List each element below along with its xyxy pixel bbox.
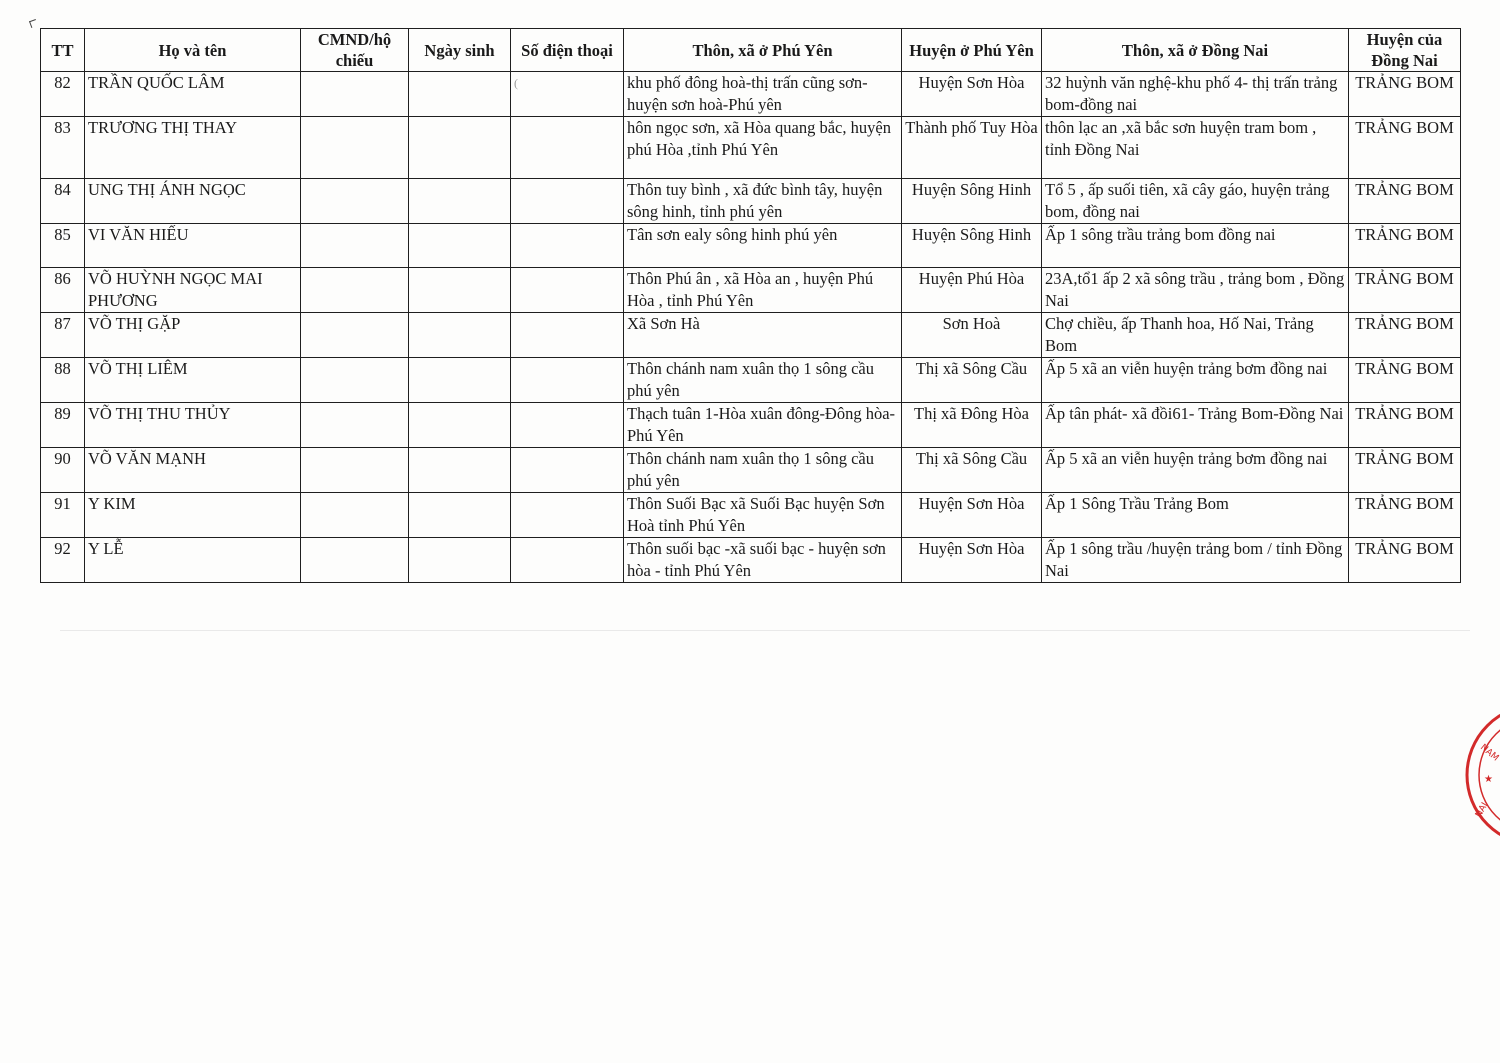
cell-py-village: Thôn Suối Bạc xã Suối Bạc huyện Sơn Hoà tỉnh Phú Yên — [624, 492, 902, 537]
table-header-row — [41, 29, 1461, 72]
cell-phone — [511, 267, 624, 312]
cell-phone — [511, 492, 624, 537]
cell-id — [301, 72, 409, 117]
page-divider — [60, 630, 1470, 631]
cell-dob — [409, 537, 511, 582]
cell-dob — [409, 267, 511, 312]
cell-tt: 89 — [41, 402, 85, 447]
svg-text:★: ★ — [1484, 774, 1493, 785]
cell-dn-village: 23A,tổ1 ấp 2 xã sông trầu , trảng bom , Đồng Nai — [1042, 267, 1349, 312]
table-row — [41, 537, 1461, 582]
cell-dn-village: Ấp 1 sông trầu trảng bom đồng nai — [1042, 224, 1349, 268]
cell-py-district: Thị xã Đông Hòa — [902, 402, 1042, 447]
cell-id — [301, 224, 409, 268]
cell-py-village: hôn ngọc sơn, xã Hòa quang bắc, huyện phú Hòa ,tỉnh Phú Yên — [624, 117, 902, 179]
cell-phone — [511, 179, 624, 224]
cell-dn-district: TRẢNG BOM — [1349, 357, 1461, 402]
red-seal-stamp-icon — [1462, 700, 1500, 850]
cell-id — [301, 492, 409, 537]
cell-tt: 90 — [41, 447, 85, 492]
cell-py-village: Thôn chánh nam xuân thọ 1 sông cầu phú yên — [624, 357, 902, 402]
cell-name: UNG THỊ ÁNH NGỌC — [85, 179, 301, 224]
cell-name: VI VĂN HIẾU — [85, 224, 301, 268]
table-row — [41, 447, 1461, 492]
cell-name: Y LỄ — [85, 537, 301, 582]
cell-tt: 87 — [41, 312, 85, 357]
table-row — [41, 312, 1461, 357]
table-row — [41, 72, 1461, 117]
cell-name: VÕ HUỲNH NGỌC MAI PHƯƠNG — [85, 267, 301, 312]
cell-tt: 91 — [41, 492, 85, 537]
cell-dn-district: TRẢNG BOM — [1349, 179, 1461, 224]
cell-dn-village: Ấp 1 sông trầu /huyện trảng bom / tỉnh Đồng Nai — [1042, 537, 1349, 582]
cell-dn-village: Ấp 5 xã an viễn huyện trảng bơm đồng nai — [1042, 447, 1349, 492]
table-row — [41, 179, 1461, 224]
cell-tt: 85 — [41, 224, 85, 268]
cell-py-district: Thị xã Sông Cầu — [902, 447, 1042, 492]
cell-tt: 84 — [41, 179, 85, 224]
cell-dob — [409, 447, 511, 492]
cell-dn-village: Tổ 5 , ấp suối tiên, xã cây gáo, huyện trảng bom, đồng nai — [1042, 179, 1349, 224]
cell-dob — [409, 224, 511, 268]
table-row — [41, 402, 1461, 447]
cell-dn-district: TRẢNG BOM — [1349, 492, 1461, 537]
cell-py-village: Thôn tuy bình , xã đức bình tây, huyện sông hinh, tỉnh phú yên — [624, 179, 902, 224]
cell-py-district: Huyện Sông Hinh — [902, 179, 1042, 224]
cell-py-district: Huyện Sông Hinh — [902, 224, 1042, 268]
cell-dob — [409, 117, 511, 179]
svg-text:NAM: NAM — [1478, 742, 1500, 764]
cell-dn-district: TRẢNG BOM — [1349, 117, 1461, 179]
cell-name: TRƯƠNG THỊ THAY — [85, 117, 301, 179]
table-row — [41, 224, 1461, 268]
cell-id — [301, 357, 409, 402]
cell-phone — [511, 357, 624, 402]
cell-dn-district: TRẢNG BOM — [1349, 537, 1461, 582]
cell-py-village: Thôn chánh nam xuân thọ 1 sông cầu phú yên — [624, 447, 902, 492]
cell-py-village: Xã Sơn Hà — [624, 312, 902, 357]
cell-dn-village: Ấp tân phát- xã đồi61- Trảng Bom-Đồng Nai — [1042, 402, 1349, 447]
cell-name: VÕ THỊ THU THỦY — [85, 402, 301, 447]
cell-dob — [409, 402, 511, 447]
cell-dn-village: Ấp 5 xã an viễn huyện trảng bơm đồng nai — [1042, 357, 1349, 402]
header-dn-district: Huyện của Đồng Nai — [1349, 29, 1461, 72]
resident-list-table — [40, 28, 1461, 583]
corner-mark — [29, 19, 38, 28]
header-name: Họ và tên — [85, 29, 301, 72]
cell-py-village: khu phố đông hoà-thị trấn cũng sơn-huyện sơn hoà-Phú yên — [624, 72, 902, 117]
cell-dob — [409, 72, 511, 117]
cell-dn-district: TRẢNG BOM — [1349, 72, 1461, 117]
cell-py-district: Huyện Sơn Hòa — [902, 72, 1042, 117]
cell-id — [301, 447, 409, 492]
cell-id — [301, 179, 409, 224]
cell-phone — [511, 402, 624, 447]
cell-dn-district: TRẢNG BOM — [1349, 447, 1461, 492]
cell-dob — [409, 492, 511, 537]
cell-phone — [511, 447, 624, 492]
header-phone: Số điện thoại — [511, 29, 624, 72]
cell-name: VÕ THỊ LIÊM — [85, 357, 301, 402]
cell-id — [301, 402, 409, 447]
table-row — [41, 267, 1461, 312]
cell-py-district: Huyện Phú Hòa — [902, 267, 1042, 312]
cell-dn-district: TRẢNG BOM — [1349, 224, 1461, 268]
cell-phone — [511, 224, 624, 268]
header-py-village: Thôn, xã ở Phú Yên — [624, 29, 902, 72]
cell-id — [301, 267, 409, 312]
cell-id — [301, 537, 409, 582]
cell-phone: ( — [511, 72, 624, 117]
cell-dn-village: thôn lạc an ,xã bắc sơn huyện tram bom , tỉnh Đồng Nai — [1042, 117, 1349, 179]
cell-name: TRẦN QUỐC LÂM — [85, 72, 301, 117]
cell-py-district: Thành phố Tuy Hòa — [902, 117, 1042, 179]
table-row — [41, 357, 1461, 402]
cell-tt: 83 — [41, 117, 85, 179]
cell-phone — [511, 117, 624, 179]
cell-tt: 88 — [41, 357, 85, 402]
cell-dob — [409, 312, 511, 357]
cell-tt: 86 — [41, 267, 85, 312]
cell-dn-district: TRẢNG BOM — [1349, 402, 1461, 447]
header-id: CMND/hộ chiếu — [301, 29, 409, 72]
table-row — [41, 117, 1461, 179]
cell-dob — [409, 357, 511, 402]
header-tt: TT — [41, 29, 85, 72]
cell-py-district: Sơn Hoà — [902, 312, 1042, 357]
cell-tt: 92 — [41, 537, 85, 582]
cell-dn-village: 32 huỳnh văn nghệ-khu phố 4- thị trấn trảng bom-đồng nai — [1042, 72, 1349, 117]
cell-dob — [409, 179, 511, 224]
cell-id — [301, 117, 409, 179]
header-py-district: Huyện ở Phú Yên — [902, 29, 1042, 72]
cell-py-village: Thạch tuân 1-Hòa xuân đông-Đông hòa-Phú Yên — [624, 402, 902, 447]
cell-name: Y KIM — [85, 492, 301, 537]
cell-dn-village: Chợ chiều, ấp Thanh hoa, Hố Nai, Trảng Bom — [1042, 312, 1349, 357]
cell-name: VÕ VĂN MẠNH — [85, 447, 301, 492]
table-row — [41, 492, 1461, 537]
cell-name: VÕ THỊ GẶP — [85, 312, 301, 357]
cell-py-district: Huyện Sơn Hòa — [902, 537, 1042, 582]
cell-dn-district: TRẢNG BOM — [1349, 267, 1461, 312]
header-dob: Ngày sinh — [409, 29, 511, 72]
cell-py-village: Tân sơn ealy sông hinh phú yên — [624, 224, 902, 268]
cell-py-village: Thôn suối bạc -xã suối bạc - huyện sơn hòa - tỉnh Phú Yên — [624, 537, 902, 582]
cell-py-district: Thị xã Sông Cầu — [902, 357, 1042, 402]
cell-dn-district: TRẢNG BOM — [1349, 312, 1461, 357]
cell-py-village: Thôn Phú ân , xã Hòa an , huyện Phú Hòa , tỉnh Phú Yên — [624, 267, 902, 312]
cell-dn-village: Ấp 1 Sông Trầu Trảng Bom — [1042, 492, 1349, 537]
cell-phone — [511, 312, 624, 357]
svg-text:NAI: NAI — [1473, 801, 1491, 820]
cell-py-district: Huyện Sơn Hòa — [902, 492, 1042, 537]
cell-id — [301, 312, 409, 357]
cell-phone — [511, 537, 624, 582]
header-dn-village: Thôn, xã ở Đồng Nai — [1042, 29, 1349, 72]
cell-tt: 82 — [41, 72, 85, 117]
